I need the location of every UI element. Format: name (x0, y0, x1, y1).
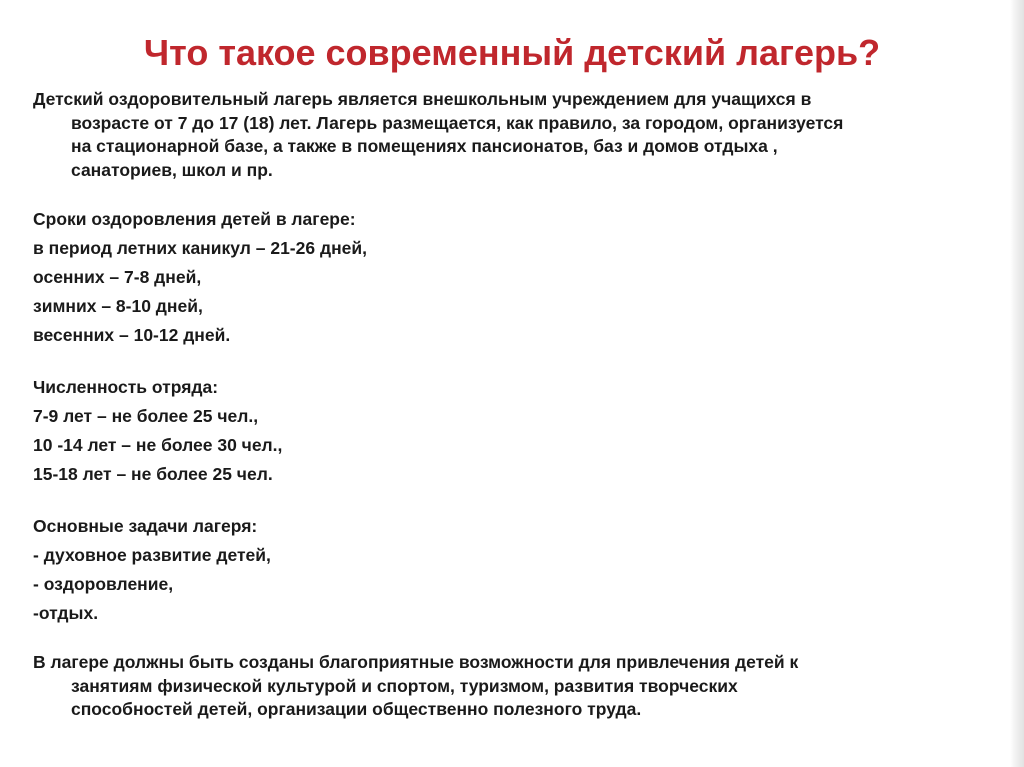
slide-edge-shadow (1010, 0, 1024, 767)
tasks-heading: Основные задачи лагеря: (33, 516, 258, 536)
conclusion-line: способностей детей, организации общественно полезного труда. (71, 699, 642, 719)
spacer (33, 182, 973, 205)
slide-title: Что такое современный детский лагерь? (143, 32, 881, 73)
terms-item: весенних – 10-12 дней. (33, 325, 231, 345)
tasks-item: - духовное развитие детей, (33, 545, 271, 565)
intro-line: Детский оздоровительный лагерь является внешкольным учреждением для учащихся в (33, 89, 812, 109)
conclusion-line: В лагере должны быть созданы благоприятные возможности для привлечения детей к (33, 652, 799, 672)
intro-line: санаториев, школ и пр. (71, 159, 273, 180)
intro-paragraph (33, 88, 973, 182)
intro-line: на стационарной базе, а также в помещениях пансионатов, баз и домов отдыха , (71, 136, 778, 156)
terms-heading: Сроки оздоровления детей в лагере: (33, 209, 356, 229)
slide-body (33, 88, 973, 722)
terms-block (33, 205, 973, 350)
spacer (33, 489, 973, 512)
terms-item: осенних – 7-8 дней, (33, 267, 202, 287)
intro-line: возрасте от 7 до 17 (18) лет. Лагерь размещается, как правило, за городом, организуется (71, 112, 844, 133)
squad-item: 15-18 лет – не более 25 чел. (33, 464, 273, 484)
spacer (33, 628, 973, 651)
terms-item: зимних – 8-10 дней, (33, 296, 203, 316)
tasks-item: - оздоровление, (33, 574, 174, 594)
squad-heading: Численность отряда: (33, 377, 219, 397)
conclusion-paragraph (33, 651, 973, 722)
spacer (33, 350, 973, 373)
squad-item: 10 -14 лет – не более 30 чел., (33, 435, 283, 455)
tasks-block (33, 512, 973, 628)
conclusion-line: занятиям физической культурой и спортом, туризмом, развития творческих (71, 675, 738, 696)
squad-block (33, 373, 973, 489)
squad-item: 7-9 лет – не более 25 чел., (33, 406, 259, 426)
terms-item: в период летних каникул – 21-26 дней, (33, 238, 367, 258)
tasks-item: -отдых. (33, 603, 99, 623)
